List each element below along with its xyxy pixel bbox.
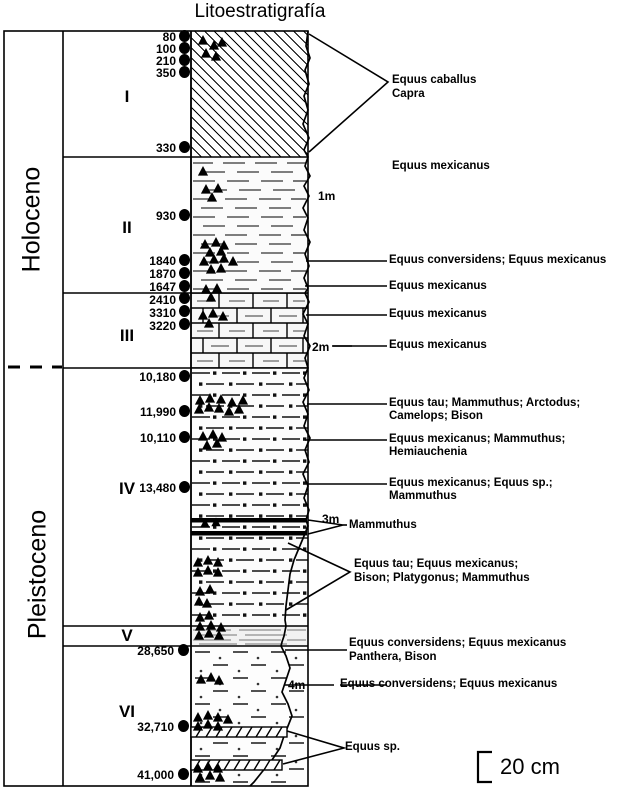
date-label-3310: 3310: [149, 306, 176, 320]
annotation-equus-mexicanus-4: Equus mexicanus: [389, 339, 487, 351]
scale-bar: [478, 752, 492, 782]
date-dot-2410: [179, 292, 190, 304]
annotation-equus-tau-bison-l1: Equus tau; Equus mexicanus;: [354, 558, 519, 570]
date-label-3220: 3220: [149, 319, 176, 333]
annotation-equus-mexicanus-1: Equus mexicanus: [392, 160, 490, 172]
date-label-10180: 10,180: [139, 370, 176, 384]
date-dot-13480: [179, 481, 190, 493]
depth-mark-3m: 3m: [322, 512, 340, 526]
date-label-1647: 1647: [149, 280, 176, 294]
date-label-80: 80: [162, 30, 176, 44]
annotation-equus-caballus-l1: Equus caballus: [392, 74, 477, 86]
annotation-equus-tau-mammuthus-l1: Equus tau; Mammuthus; Arctodus;: [389, 397, 581, 409]
date-label-350: 350: [155, 66, 176, 80]
lithology-unit-II: [191, 157, 308, 293]
date-label-930: 930: [155, 209, 176, 223]
date-label-13480: 13,480: [139, 481, 176, 495]
unit-label-IV: IV: [118, 479, 136, 498]
lithology-unit-I: [191, 31, 308, 157]
date-label-41000: 41,000: [137, 768, 174, 782]
date-dot-330: [179, 141, 190, 153]
date-dot-11990: [179, 405, 190, 417]
annotation-mexicanus-mammuthus-l1: Equus mexicanus; Mammuthus;: [389, 433, 566, 445]
unit-label-VI: VI: [118, 702, 136, 721]
unit-label-III: III: [119, 326, 135, 345]
annotation-mexicanus-equus-sp-l2: Mammuthus: [389, 490, 457, 502]
date-label-210: 210: [155, 54, 176, 68]
date-dot-210: [179, 54, 190, 66]
annotation-equus-mexicanus-3: Equus mexicanus: [389, 308, 487, 320]
annotation-conversidens-panthera-l2: Panthera, Bison: [349, 651, 437, 663]
annotation-mexicanus-equus-sp-l1: Equus mexicanus; Equus sp.;: [389, 477, 553, 489]
annotation-equus-tau-bison-l2: Bison; Platygonus; Mammuthus: [354, 572, 530, 584]
scale-bar-label: 20 cm: [500, 754, 560, 779]
date-label-1870: 1870: [149, 267, 176, 281]
figure-title: Litoestratigrafía: [194, 1, 326, 22]
annotation-mexicanus-mammuthus-l2: Hemiauchenia: [389, 446, 467, 458]
unit-label-I: I: [124, 87, 130, 106]
date-dot-930: [179, 209, 190, 221]
date-dot-100: [179, 42, 190, 54]
date-dot-3310: [179, 305, 190, 317]
lithology-unit-VI: [191, 646, 308, 786]
depth-mark-1m: 1m: [318, 189, 336, 203]
date-label-11990: 11,990: [139, 405, 176, 419]
date-dot-350: [179, 66, 190, 78]
date-label-28650: 28,650: [137, 644, 174, 658]
date-dot-1647: [179, 280, 190, 292]
date-label-10110: 10,110: [139, 431, 176, 445]
era-label-holoceno: Holoceno: [17, 166, 46, 273]
unit-label-II: II: [122, 218, 132, 237]
date-label-100: 100: [155, 42, 176, 56]
date-label-2410: 2410: [149, 293, 176, 307]
date-dot-10110: [179, 431, 190, 443]
annotation-mammuthus: Mammuthus: [349, 519, 417, 531]
lithology-unit-IV: [191, 368, 308, 626]
annotation-conversidens-mexicanus-1: Equus conversidens; Equus mexicanus: [389, 254, 607, 266]
annotation-conversidens-mexicanus-2: Equus conversidens; Equus mexicanus: [340, 678, 558, 690]
date-dot-1840: [179, 254, 190, 266]
annotation-equus-tau-mammuthus-l2: Camelops; Bison: [389, 410, 483, 422]
depth-mark-4m: 4m: [288, 678, 306, 692]
annotation-equus-caballus-l2: Capra: [392, 88, 425, 100]
unit-label-V: V: [121, 626, 133, 645]
date-dot-32710: [178, 720, 189, 732]
date-dot-41000: [178, 768, 189, 780]
depth-tick-leaders: [332, 346, 386, 685]
lithology-unit-III: [191, 293, 308, 368]
era-label-pleistoceno: Pleistoceno: [23, 509, 52, 640]
date-label-330: 330: [155, 141, 176, 155]
annotation-conversidens-panthera-l1: Equus conversidens; Equus mexicanus: [349, 637, 567, 649]
date-dot-10180: [179, 370, 190, 382]
lithology-unit-V: [191, 626, 308, 646]
date-dot-3220: [179, 318, 190, 330]
annotation-equus-mexicanus-2: Equus mexicanus: [389, 280, 487, 292]
date-dot-80: [179, 30, 190, 42]
date-dot-1870: [179, 267, 190, 279]
annotation-equus-sp: Equus sp.: [345, 741, 400, 753]
date-label-32710: 32,710: [137, 720, 174, 734]
depth-mark-2m: 2m: [312, 340, 330, 354]
date-dot-28650: [178, 644, 189, 656]
date-label-1840: 1840: [149, 254, 176, 268]
